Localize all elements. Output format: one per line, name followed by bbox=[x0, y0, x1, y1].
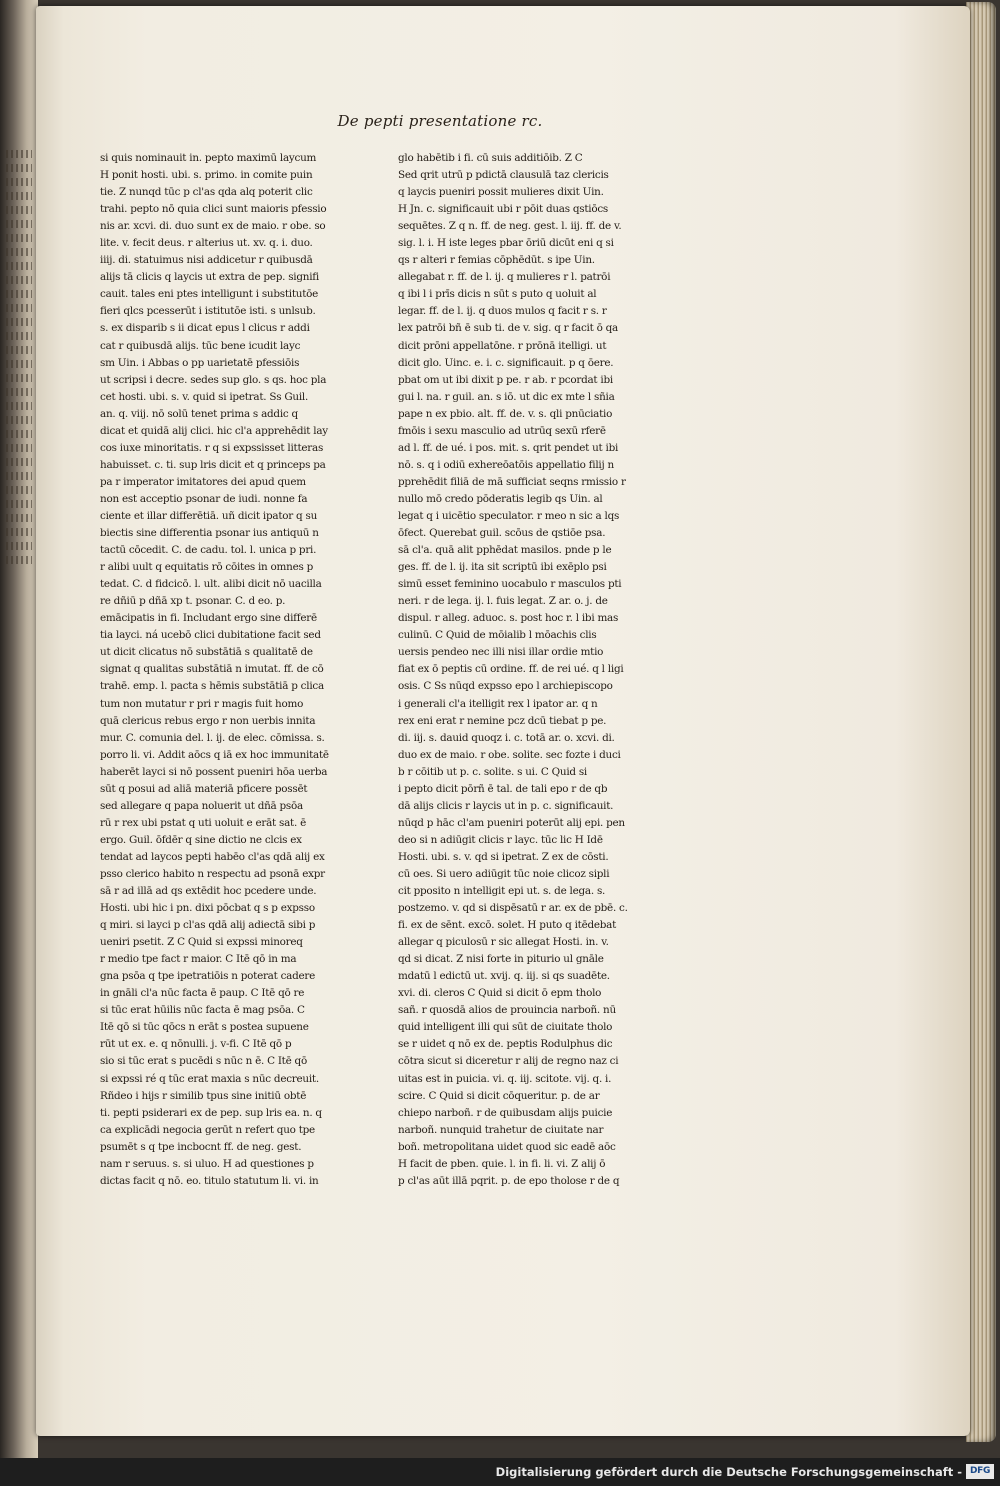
text-line: emācipatis in fi. Includant ergo sine differē bbox=[100, 612, 317, 625]
facing-page-text-trace bbox=[6, 192, 32, 200]
facing-page-text-trace bbox=[6, 444, 32, 452]
facing-page-text-trace bbox=[6, 318, 32, 326]
facing-page-text-trace bbox=[6, 388, 32, 396]
facing-page-text-trace bbox=[6, 430, 32, 438]
text-line: cōtra sicut si diceretur r alij de regno naz ci bbox=[398, 1055, 619, 1068]
facing-page-text-trace bbox=[6, 262, 32, 270]
text-line: H Jn. c. significauit ubi r pōit duas qstiōcs bbox=[398, 203, 609, 216]
text-line: gna psōa q tpe ipetratiōis n poterat cadere bbox=[100, 970, 316, 983]
text-line: porro li. vi. Addit aōcs q iā ex hoc immunitatē bbox=[100, 748, 329, 761]
text-line: qd si dicat. Z nisi forte in piturio ul gnāle bbox=[398, 953, 604, 966]
facing-page-text-trace bbox=[6, 290, 32, 298]
text-line: habuisset. c. ti. sup lris dicit et q princeps pa bbox=[100, 458, 326, 471]
text-line: nullo mō credo pōderatis legib qs Uin. al bbox=[398, 492, 603, 505]
text-line: ca explicādi negocia gerūt n refert quo tpe bbox=[100, 1123, 315, 1136]
text-line: sūt q posui ad aliā materiā pficere possēt bbox=[100, 782, 308, 795]
text-line: Hosti. ubi hic i pn. dixi pōcbat q s p expsso bbox=[100, 902, 315, 915]
text-line: ueniri psetit. Z C Quid si expssi minoreq bbox=[100, 936, 303, 949]
text-line: tactū cōcedit. C. de cadu. tol. l. unica p pri. bbox=[100, 544, 317, 557]
facing-page-text-trace bbox=[6, 220, 32, 228]
text-line: dā alijs clicis r laycis ut in p. c. significauit. bbox=[398, 799, 614, 812]
text-line: lite. v. fecit deus. r alterius ut. xv. q. i. duo. bbox=[100, 237, 313, 250]
facing-page-text-trace bbox=[6, 556, 32, 564]
funding-credit: Digitalisierung gefördert durch die Deutsche Forschungsgemeinschaft - bbox=[495, 1465, 962, 1479]
text-line: nō. s. q i odiū exhereōatōis appellatio filij n bbox=[398, 458, 614, 471]
text-line: q ibi l i prīs dicis n sūt s puto q uoluit al bbox=[398, 288, 597, 301]
running-head: De pepti presentatione rc. bbox=[337, 112, 543, 130]
text-line: p cl'as aūt illā pqrit. p. de epo tholose r de q bbox=[398, 1174, 620, 1187]
text-line: xvi. di. cleros C Quid si dicit ō epm tholo bbox=[398, 987, 602, 1000]
text-line: fmōis i sexu masculio ad utrūq sexū rferē bbox=[398, 424, 606, 437]
text-line: duo ex de maio. r obe. solite. sec fozte i duci bbox=[398, 748, 621, 761]
text-line: dicat et quidā alij clici. hic cl'a apprehēdit lay bbox=[100, 424, 328, 437]
text-line: ti. pepti psiderari ex de pep. sup lris ea. n. q bbox=[100, 1106, 322, 1119]
page-stack-edge bbox=[966, 2, 996, 1442]
text-line: cit pposito n intelligit epi ut. s. de lega. s. bbox=[398, 885, 606, 898]
text-line: trahē. emp. l. pacta s hēmis substātiā p clica bbox=[100, 680, 324, 693]
text-line: q miri. si layci p cl'as qdā alij adiectā sibi p bbox=[100, 919, 316, 932]
text-line: culinū. C Quid de mōialib l mōachis clis bbox=[398, 629, 597, 642]
text-line: fi. ex de sēnt. excō. solet. H puto q itēdebat bbox=[398, 919, 617, 932]
facing-page-text-trace bbox=[6, 458, 32, 466]
text-line: cet hosti. ubi. s. v. quid si ipetrat. Ss Guil. bbox=[100, 390, 309, 403]
text-line: narboñ. nunquid trahetur de ciuitate nar bbox=[398, 1123, 604, 1136]
text-line: ut scripsi i decre. sedes sup glo. s qs. hoc pla bbox=[100, 373, 327, 386]
text-line: sañ. r quosdā alios de prouincia narboñ. nū bbox=[398, 1004, 616, 1017]
text-line: iiij. di. statuimus nisi addicetur r quibusdā bbox=[100, 254, 313, 267]
facing-page-text-trace bbox=[6, 346, 32, 354]
text-line: tedat. C. d fidcicō. l. ult. alibi dicit nō uacilla bbox=[100, 578, 322, 591]
text-line: nūqd p hāc cl'am pueniri poterūt alij epi. pen bbox=[398, 816, 625, 829]
text-line: lex patrōi bñ ē sub ti. de v. sig. q r facit ō qa bbox=[398, 322, 618, 335]
text-line: sequētes. Z q n. ff. de neg. gest. l. iij. ff. de v. bbox=[398, 220, 622, 233]
facing-page-text-trace bbox=[6, 360, 32, 368]
text-line: non est acceptio psonar de iudi. nonne fa bbox=[100, 492, 308, 505]
facing-page-text-trace bbox=[6, 248, 32, 256]
text-column-right bbox=[398, 150, 660, 1190]
text-line: H facit de pben. quie. l. in fi. li. vi. Z alij ō bbox=[398, 1157, 606, 1170]
text-line: cos iuxe minoritatis. r q si expssisset litteras bbox=[100, 441, 324, 454]
text-line: chiepo narboñ. r de quibusdam alijs puicie bbox=[398, 1106, 613, 1119]
text-line: ut dicit clicatus nō substātiā s qualitatē de bbox=[100, 646, 313, 659]
text-line: nam r seruus. s. si uluo. H ad questiones p bbox=[100, 1157, 314, 1170]
text-line: trahi. pepto nō quia clici sunt maioris pfessio bbox=[100, 203, 327, 216]
text-line: Hosti. ubi. s. v. qd si ipetrat. Z ex de cōsti. bbox=[398, 850, 609, 863]
text-line: quā clericus rebus ergo r non uerbis innita bbox=[100, 714, 316, 727]
text-line: simū esset feminino uocabulo r masculos pti bbox=[398, 578, 622, 591]
text-line: r medio tpe fact r maior. C Itē qō in ma bbox=[100, 953, 297, 966]
text-line: pprehēdit filiā de mā sufficiat seqns rmissio r bbox=[398, 475, 626, 488]
text-line: deo si n adiūgit clicis r layc. tūc lic H Idē bbox=[398, 833, 603, 846]
text-line: sed allegare q papa noluerit ut dñā psōa bbox=[100, 799, 303, 812]
dfg-logo: DFG bbox=[966, 1464, 994, 1479]
text-line: in gnāli cl'a nūc facta ē paup. C Itē qō re bbox=[100, 987, 305, 1000]
facing-page-text-trace bbox=[6, 542, 32, 550]
text-line: psso clerico habito n respectu ad psonā expr bbox=[100, 867, 325, 880]
text-line: Sed qrit utrū p pdictā clausulā taz clericis bbox=[398, 169, 609, 182]
facing-page-text-trace bbox=[6, 374, 32, 382]
text-line: boñ. metropolitana uidet quod sic eadē aōc bbox=[398, 1140, 616, 1153]
facing-page-text-trace bbox=[6, 164, 32, 172]
facing-page-text-trace bbox=[6, 472, 32, 480]
facing-page-text-trace bbox=[6, 528, 32, 536]
text-line: q laycis pueniri possit mulieres dixit Uin. bbox=[398, 186, 604, 199]
text-line: dispul. r alleg. aduoc. s. post hoc r. l ibi mas bbox=[398, 612, 619, 625]
text-line: cauit. tales eni ptes intelligunt i substitutōe bbox=[100, 288, 319, 301]
text-line: sā r ad illā ad qs extēdit hoc pcedere unde. bbox=[100, 885, 317, 898]
text-line: fieri qlcs pcesserūt i istitutōe isti. s unlsub. bbox=[100, 305, 316, 318]
text-line: pa r imperator imitatores dei apud quem bbox=[100, 475, 306, 488]
text-line: Rñdeo i hijs r similib tpus sine initiū obtē bbox=[100, 1089, 307, 1102]
facing-page-edge bbox=[0, 0, 38, 1458]
facing-page-text-trace bbox=[6, 514, 32, 522]
text-line: legat q i uicētio speculator. r meo n sic a lqs bbox=[398, 509, 620, 522]
text-line: si tūc erat hūilis nūc facta ē mag psōa. C bbox=[100, 1004, 305, 1017]
text-line: ciente et illar differētiā. uñ dicit ipator q su bbox=[100, 509, 318, 522]
text-line: uersis pendeo nec illi nisi illar ordie mtio bbox=[398, 646, 604, 659]
text-line: tie. Z nunqd tūc p cl'as qda alq poterit clic bbox=[100, 186, 313, 199]
text-line: ad l. ff. de ué. i pos. mit. s. qrit pendet ut ibi bbox=[398, 441, 619, 454]
facing-page-text-trace bbox=[6, 332, 32, 340]
text-line: r alibi uult q equitatis rō cōites in omnes p bbox=[100, 561, 314, 574]
text-line: mur. C. comunia del. l. ij. de elec. cōmissa. s. bbox=[100, 731, 325, 744]
facing-page-text-trace bbox=[6, 178, 32, 186]
facing-page-text-trace bbox=[6, 150, 32, 158]
facing-page-text-trace bbox=[6, 402, 32, 410]
text-line: biectis sine differentia psonar ius antiquū n bbox=[100, 527, 319, 540]
text-line: psumēt s q tpe incbocnt ff. de neg. gest. bbox=[100, 1140, 302, 1153]
text-line: dicit glo. Uinc. e. i. c. significauit. p q ōere. bbox=[398, 356, 614, 369]
text-line: ōfect. Querebat guil. scōus de qstiōe psa. bbox=[398, 527, 606, 540]
text-line: alijs tā clicis q laycis ut extra de pep. signifi bbox=[100, 271, 319, 284]
text-line: uitas est in puicia. vi. q. iij. scitote. vij. q. i. bbox=[398, 1072, 612, 1085]
text-line: nis ar. xcvi. di. duo sunt ex de maio. r obe. so bbox=[100, 220, 326, 233]
text-line: sig. l. i. H iste leges pbar ōriū dicūt eni q si bbox=[398, 237, 614, 250]
text-line: an. q. viij. nō solū tenet prima s addic q bbox=[100, 407, 298, 420]
facing-page-text-trace bbox=[6, 234, 32, 242]
text-line: i generali cl'a itelligit rex l ipator ar. q n bbox=[398, 697, 598, 710]
text-line: re dñiū p dñā xp t. psonar. C. d eo. p. bbox=[100, 595, 286, 608]
text-line: rūt ut ex. e. q nōnulli. j. v-fi. C Itē qō p bbox=[100, 1038, 292, 1051]
facing-page-text-trace bbox=[6, 206, 32, 214]
footer-bar bbox=[0, 1458, 1000, 1486]
text-line: si expssi ré q tūc erat maxia s nūc decreuit. bbox=[100, 1072, 319, 1085]
text-line: allegabat r. ff. de l. ij. q mulieres r l. patrōi bbox=[398, 271, 611, 284]
text-line: fiat ex ō peptis cū ordine. ff. de rei ué. q l ligi bbox=[398, 663, 624, 676]
text-line: Itē qō si tūc qōcs n erāt s postea supuene bbox=[100, 1021, 309, 1034]
text-line: allegar q piculosū r sic allegat Hosti. in. v. bbox=[398, 936, 609, 949]
text-line: quid intelligent illi qui sūt de ciuitate tholo bbox=[398, 1021, 613, 1034]
text-line: haberēt layci si nō possent pueniri hōa uerba bbox=[100, 765, 328, 778]
text-line: pbat om ut ibi dixit p pe. r ab. r pcordat ibi bbox=[398, 373, 613, 386]
text-line: i pepto dicit pōrñ ē tal. de tali epo r de qb bbox=[398, 782, 608, 795]
text-line: cat r quibusdā alijs. tūc bene icudit layc bbox=[100, 339, 301, 352]
facing-page-text-trace bbox=[6, 276, 32, 284]
facing-page-text-trace bbox=[6, 486, 32, 494]
text-line: qs r alteri r femias cōphēdūt. s ipe Uin. bbox=[398, 254, 595, 267]
text-line: rex eni erat r nemine pcz dcū tiebat p pe. bbox=[398, 714, 607, 727]
text-line: se r uidet q nō ex de. peptis Rodulphus dic bbox=[398, 1038, 613, 1051]
facing-page-text-trace bbox=[6, 500, 32, 508]
text-line: postzemo. v. qd si dispēsatū r ar. ex de pbē. c. bbox=[398, 902, 628, 915]
text-line: gui l. na. r guil. an. s iō. ut dic ex mte l sñia bbox=[398, 390, 615, 403]
text-line: cū oes. Si uero adiūgit tūc noie clicoz sipli bbox=[398, 867, 610, 880]
text-line: glo habētib i fi. cū suis additiōib. Z C bbox=[398, 152, 583, 164]
text-line: pape n ex pbio. alt. ff. de. v. s. qli pnūciatio bbox=[398, 407, 613, 420]
text-line: si quis nominauit in. pepto maximū laycum bbox=[100, 152, 317, 164]
text-line: dicit prōni appellatōne. r prōnā itelligi. ut bbox=[398, 339, 607, 352]
facing-page-text-trace bbox=[6, 304, 32, 312]
text-column-left bbox=[100, 150, 362, 1190]
text-line: tendat ad laycos pepti habēo cl'as qdā alij ex bbox=[100, 850, 325, 863]
text-line: legar. ff. de l. ij. q duos mulos q facit r s. r bbox=[398, 305, 607, 318]
text-line: scire. C Quid si dicit cōqueritur. p. de ar bbox=[398, 1089, 600, 1102]
text-line: ges. ff. de l. ij. ita sit scriptū ibi exēplo psi bbox=[398, 561, 607, 574]
text-line: tia layci. ná ucebō clici dubitatione facit sed bbox=[100, 629, 321, 642]
text-line: tum non mutatur r pri r magis fuit homo bbox=[100, 697, 304, 710]
text-line: neri. r de lega. ij. l. fuis legat. Z ar. o. j. de bbox=[398, 595, 608, 608]
text-line: sm Uin. i Abbas o pp uarietatē pfessiōis bbox=[100, 356, 300, 369]
text-line: H ponit hosti. ubi. s. primo. in comite puin bbox=[100, 169, 313, 182]
text-line: signat q qualitas substātiā n imutat. ff. de cō bbox=[100, 663, 324, 676]
text-line: ergo. Guil. ōfdēr q sine dictio ne clcis ex bbox=[100, 833, 302, 846]
text-line: di. iij. s. dauid quoqz i. c. totā ar. o. xcvi. di. bbox=[398, 731, 615, 744]
text-line: sā cl'a. quā alit pphēdat masilos. pnde p le bbox=[398, 544, 612, 557]
text-line: sio si tūc erat s pucēdi s nūc n ē. C Itē qō bbox=[100, 1055, 307, 1068]
text-line: dictas facit q nō. eo. titulo statutum li. vi. in bbox=[100, 1174, 319, 1187]
facing-page-text-trace bbox=[6, 416, 32, 424]
text-line: s. ex disparib s ii dicat epus l clicus r addi bbox=[100, 322, 310, 335]
text-line: osis. C Ss nūqd expsso epo l archiepiscopo bbox=[398, 680, 613, 693]
text-line: rū r rex ubi pstat q uti uoluit e erāt sat. ē bbox=[100, 816, 306, 829]
text-line: b r cōitib ut p. c. solite. s ui. C Quid si bbox=[398, 765, 587, 778]
text-line: mdatū l edictū ut. xvij. q. iij. si qs suadēte. bbox=[398, 970, 610, 983]
